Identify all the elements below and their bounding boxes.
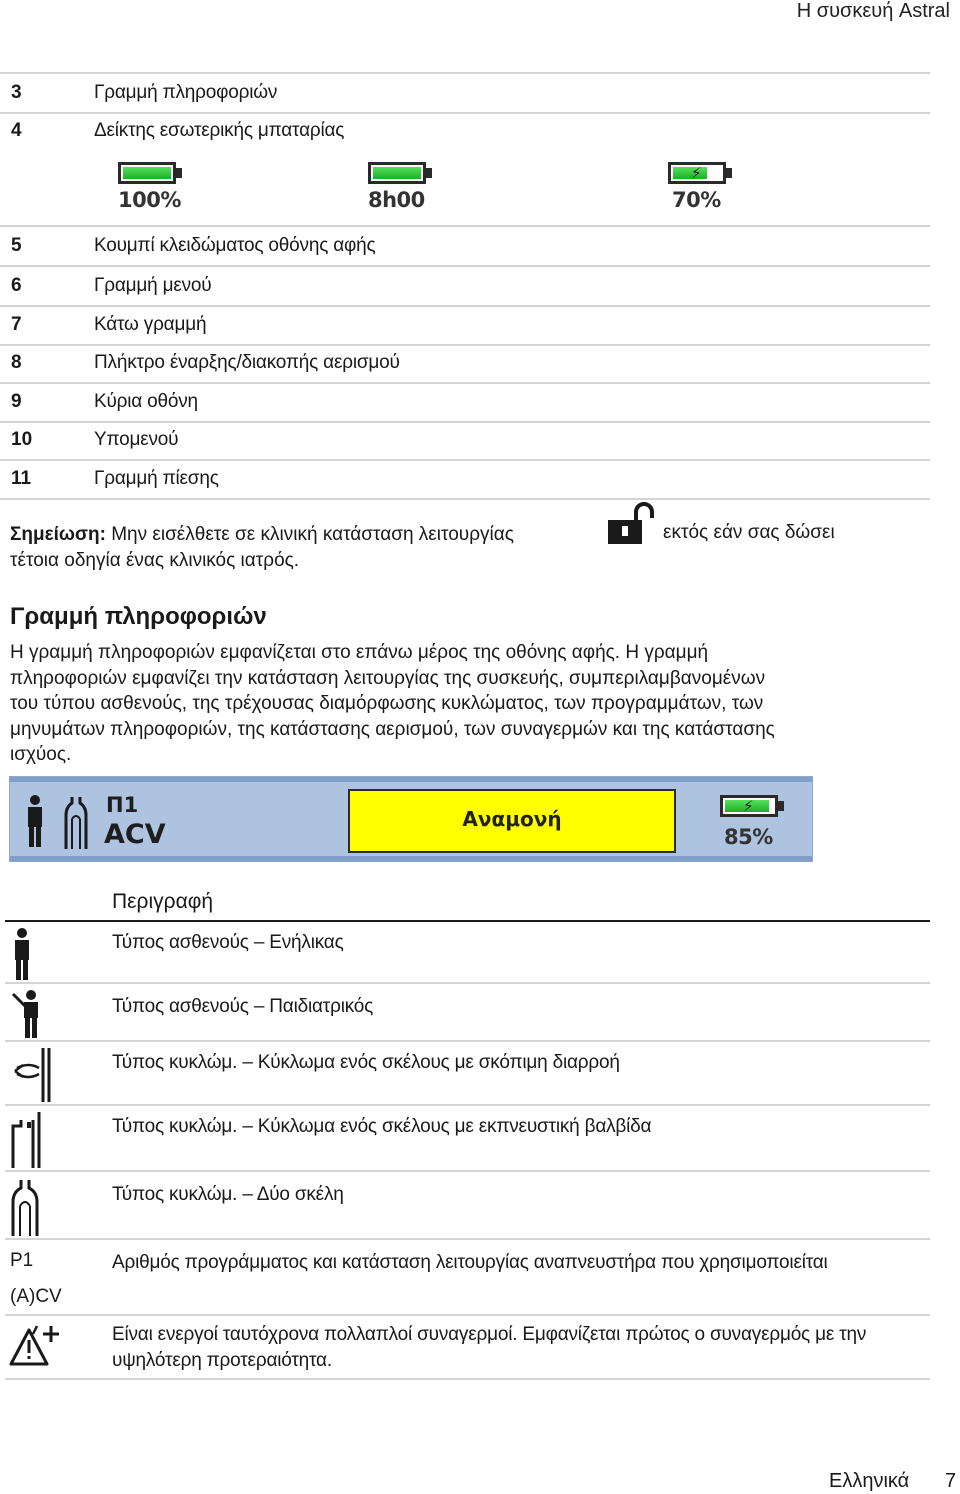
leak-circuit-icon bbox=[9, 1048, 55, 1102]
list-item bbox=[0, 267, 930, 307]
information-bar-screenshot bbox=[9, 776, 813, 862]
row-text: Αριθμός προγράμματος και κατάσταση λειτουργίας αναπνευστήρα που χρησιμοποιείται bbox=[112, 1252, 828, 1273]
row-text: Τύπος κυκλώμ. – Κύκλωμα ενός σκέλους με εκπνευστική βαλβίδα bbox=[112, 1116, 652, 1137]
item-label: Υπομενού bbox=[94, 429, 179, 450]
section-paragraph bbox=[10, 640, 935, 768]
table-row bbox=[5, 1042, 930, 1106]
pediatric-patient-icon bbox=[11, 990, 43, 1038]
footer-language: Ελληνικά bbox=[829, 1470, 910, 1492]
list-item bbox=[0, 112, 930, 150]
lightning-bolt-icon: ⚡ bbox=[743, 798, 754, 815]
page-header-title: Η συσκευή Astral bbox=[796, 0, 950, 22]
list-item bbox=[0, 227, 930, 267]
item-number: 3 bbox=[11, 82, 22, 103]
battery-fill bbox=[373, 167, 421, 179]
item-number: 8 bbox=[11, 352, 22, 373]
paragraph-line: Η γραμμή πληροφοριών εμφανίζεται στο επάνω μέρος της οθόνης αφής. Η γραμμή bbox=[10, 642, 709, 663]
row-text-line1: Είναι ενεργοί ταυτόχρονα πολλαπλοί συναγερμοί. Εμφανίζεται πρώτος ο συναγερμός με την bbox=[112, 1324, 867, 1345]
battery-label: 70% bbox=[672, 188, 721, 212]
table-row bbox=[5, 1106, 930, 1172]
item-number: 4 bbox=[11, 120, 22, 141]
row-text: Τύπος κυκλώμ. – Δύο σκέλη bbox=[112, 1184, 344, 1205]
paragraph-line: ισχύος. bbox=[10, 744, 72, 765]
table-row bbox=[5, 1240, 930, 1316]
item-label: Γραμμή μενού bbox=[94, 275, 212, 296]
item-label: Κύρια οθόνη bbox=[94, 391, 198, 412]
item-number: 5 bbox=[11, 235, 22, 256]
item-label: Κάτω γραμμή bbox=[94, 314, 207, 335]
table-row bbox=[5, 922, 930, 984]
item-label: Πλήκτρο έναρξης/διακοπής αερισμού bbox=[94, 352, 400, 373]
adult-patient-icon bbox=[11, 928, 33, 980]
list-item bbox=[0, 306, 930, 346]
item-number: 6 bbox=[11, 275, 22, 296]
double-limb-circuit-icon bbox=[9, 1178, 41, 1236]
battery-label: 100% bbox=[118, 188, 181, 212]
note-prefix: Σημείωση: bbox=[10, 524, 106, 545]
double-limb-circuit-icon bbox=[62, 793, 90, 849]
battery-indicator-examples bbox=[0, 150, 930, 227]
table-row bbox=[5, 1316, 930, 1380]
unlock-icon bbox=[606, 502, 656, 546]
list-item bbox=[0, 383, 930, 423]
row-text: Τύπος ασθενούς – Ενήλικας bbox=[112, 932, 344, 953]
row-text: Τύπος ασθενούς – Παιδιατρικός bbox=[112, 996, 374, 1017]
item-number: 9 bbox=[11, 391, 22, 412]
note-text-before: Μην εισέλθετε σε κλινική κατάσταση λειτουργίας bbox=[111, 524, 514, 545]
section-title: Γραμμή πληροφοριών bbox=[10, 603, 267, 630]
battery-label: 8h00 bbox=[368, 188, 425, 212]
row-text: Τύπος κυκλώμ. – Κύκλωμα ενός σκέλους με σκόπιμη διαρροή bbox=[112, 1052, 620, 1073]
valve-circuit-icon bbox=[9, 1112, 45, 1168]
list-item bbox=[0, 74, 930, 114]
status-message-box bbox=[348, 789, 676, 853]
list-item bbox=[0, 344, 930, 384]
item-label: Γραμμή πίεσης bbox=[94, 468, 219, 489]
mode-code: (A)CV bbox=[10, 1286, 62, 1307]
list-item bbox=[0, 421, 930, 461]
table-header-description: Περιγραφή bbox=[112, 890, 214, 913]
list-item bbox=[0, 460, 930, 500]
ventilation-mode: ACV bbox=[104, 819, 166, 850]
paragraph-line: του τύπου ασθενούς, της τρέχουσας διαμόρφωσης κυκλώματος, των προγραμμάτων, των bbox=[10, 693, 764, 714]
program-code: P1 bbox=[10, 1250, 34, 1271]
program-number: Π1 bbox=[106, 793, 139, 817]
adult-patient-icon bbox=[24, 795, 46, 847]
paragraph-line: μηνυμάτων πληροφοριών, της κατάστασης αερισμού, των συναγερμών και της κατάστασης bbox=[10, 718, 775, 740]
table-row bbox=[5, 1172, 930, 1240]
note-text-line2: τέτοια οδηγία ένας κλινικός ιατρός. bbox=[10, 550, 300, 571]
table-row bbox=[5, 984, 930, 1042]
row-text-line2: υψηλότερη προτεραιότητα. bbox=[112, 1350, 332, 1371]
lightning-bolt-icon: ⚡ bbox=[691, 165, 702, 182]
battery-fill bbox=[673, 167, 707, 179]
item-number: 11 bbox=[11, 468, 32, 489]
status-message: Αναμονή bbox=[462, 807, 562, 831]
multiple-alarms-icon bbox=[9, 1324, 61, 1368]
battery-fill bbox=[123, 167, 171, 179]
paragraph-line: πληροφοριών εμφανίζει την κατάσταση λειτουργίας της συσκευής, συμπεριλαμβανομένων bbox=[10, 667, 766, 689]
item-label: Γραμμή πληροφοριών bbox=[94, 82, 278, 103]
item-label: Κουμπί κλειδώματος οθόνης αφής bbox=[94, 235, 376, 256]
item-label: Δείκτης εσωτερικής μπαταρίας bbox=[94, 120, 345, 141]
page-number: 7 bbox=[945, 1470, 957, 1492]
battery-label: 85% bbox=[724, 825, 773, 849]
note-text-after: εκτός εάν σας δώσει bbox=[663, 522, 835, 543]
item-number: 7 bbox=[11, 314, 22, 335]
item-number: 10 bbox=[11, 429, 33, 450]
